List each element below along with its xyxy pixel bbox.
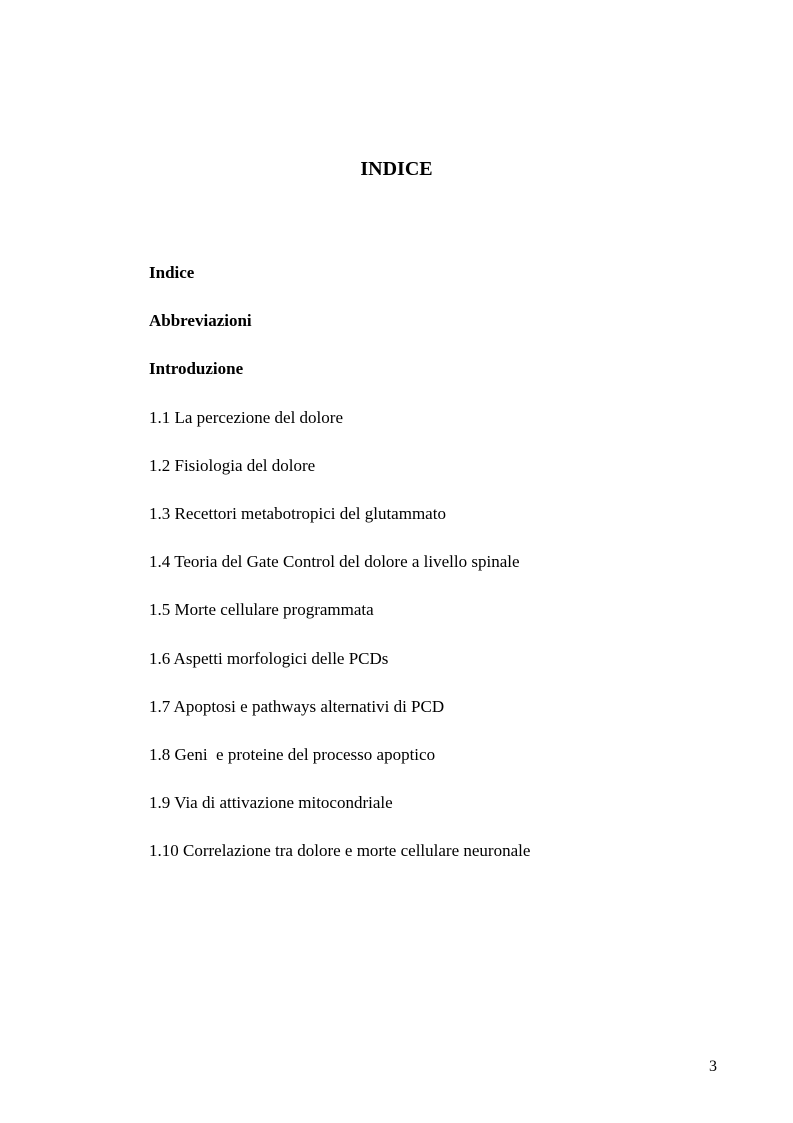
- table-of-contents: [149, 262, 530, 888]
- toc-entry-introduzione[interactable]: Introduzione: [149, 359, 244, 379]
- toc-entry-abbreviazioni[interactable]: Abbreviazioni: [149, 311, 252, 331]
- toc-entry-1-1[interactable]: 1.1 La percezione del dolore: [149, 407, 343, 427]
- page-title: INDICE: [360, 158, 433, 180]
- toc-entry-1-3[interactable]: 1.3 Recettori metabotropici del glutammato: [149, 503, 446, 523]
- toc-entry-1-2[interactable]: 1.2 Fisiologia del dolore: [149, 455, 316, 475]
- toc-entry-1-8[interactable]: 1.8 Geni e proteine del processo apoptico: [149, 744, 436, 764]
- toc-entry-1-6[interactable]: 1.6 Aspetti morfologici delle PCDs: [149, 648, 389, 668]
- toc-entry-1-4[interactable]: 1.4 Teoria del Gate Control del dolore a livello spinale: [149, 552, 520, 572]
- page-number: 3: [709, 1058, 717, 1075]
- toc-entry-1-7[interactable]: 1.7 Apoptosi e pathways alternativi di PCD: [149, 696, 445, 716]
- toc-entry-1-10[interactable]: 1.10 Correlazione tra dolore e morte cellulare neuronale: [149, 841, 531, 861]
- toc-entry-indice[interactable]: Indice: [149, 263, 195, 282]
- toc-entry-1-9[interactable]: 1.9 Via di attivazione mitocondriale: [149, 793, 393, 813]
- toc-entry-1-5[interactable]: 1.5 Morte cellulare programmata: [149, 600, 374, 620]
